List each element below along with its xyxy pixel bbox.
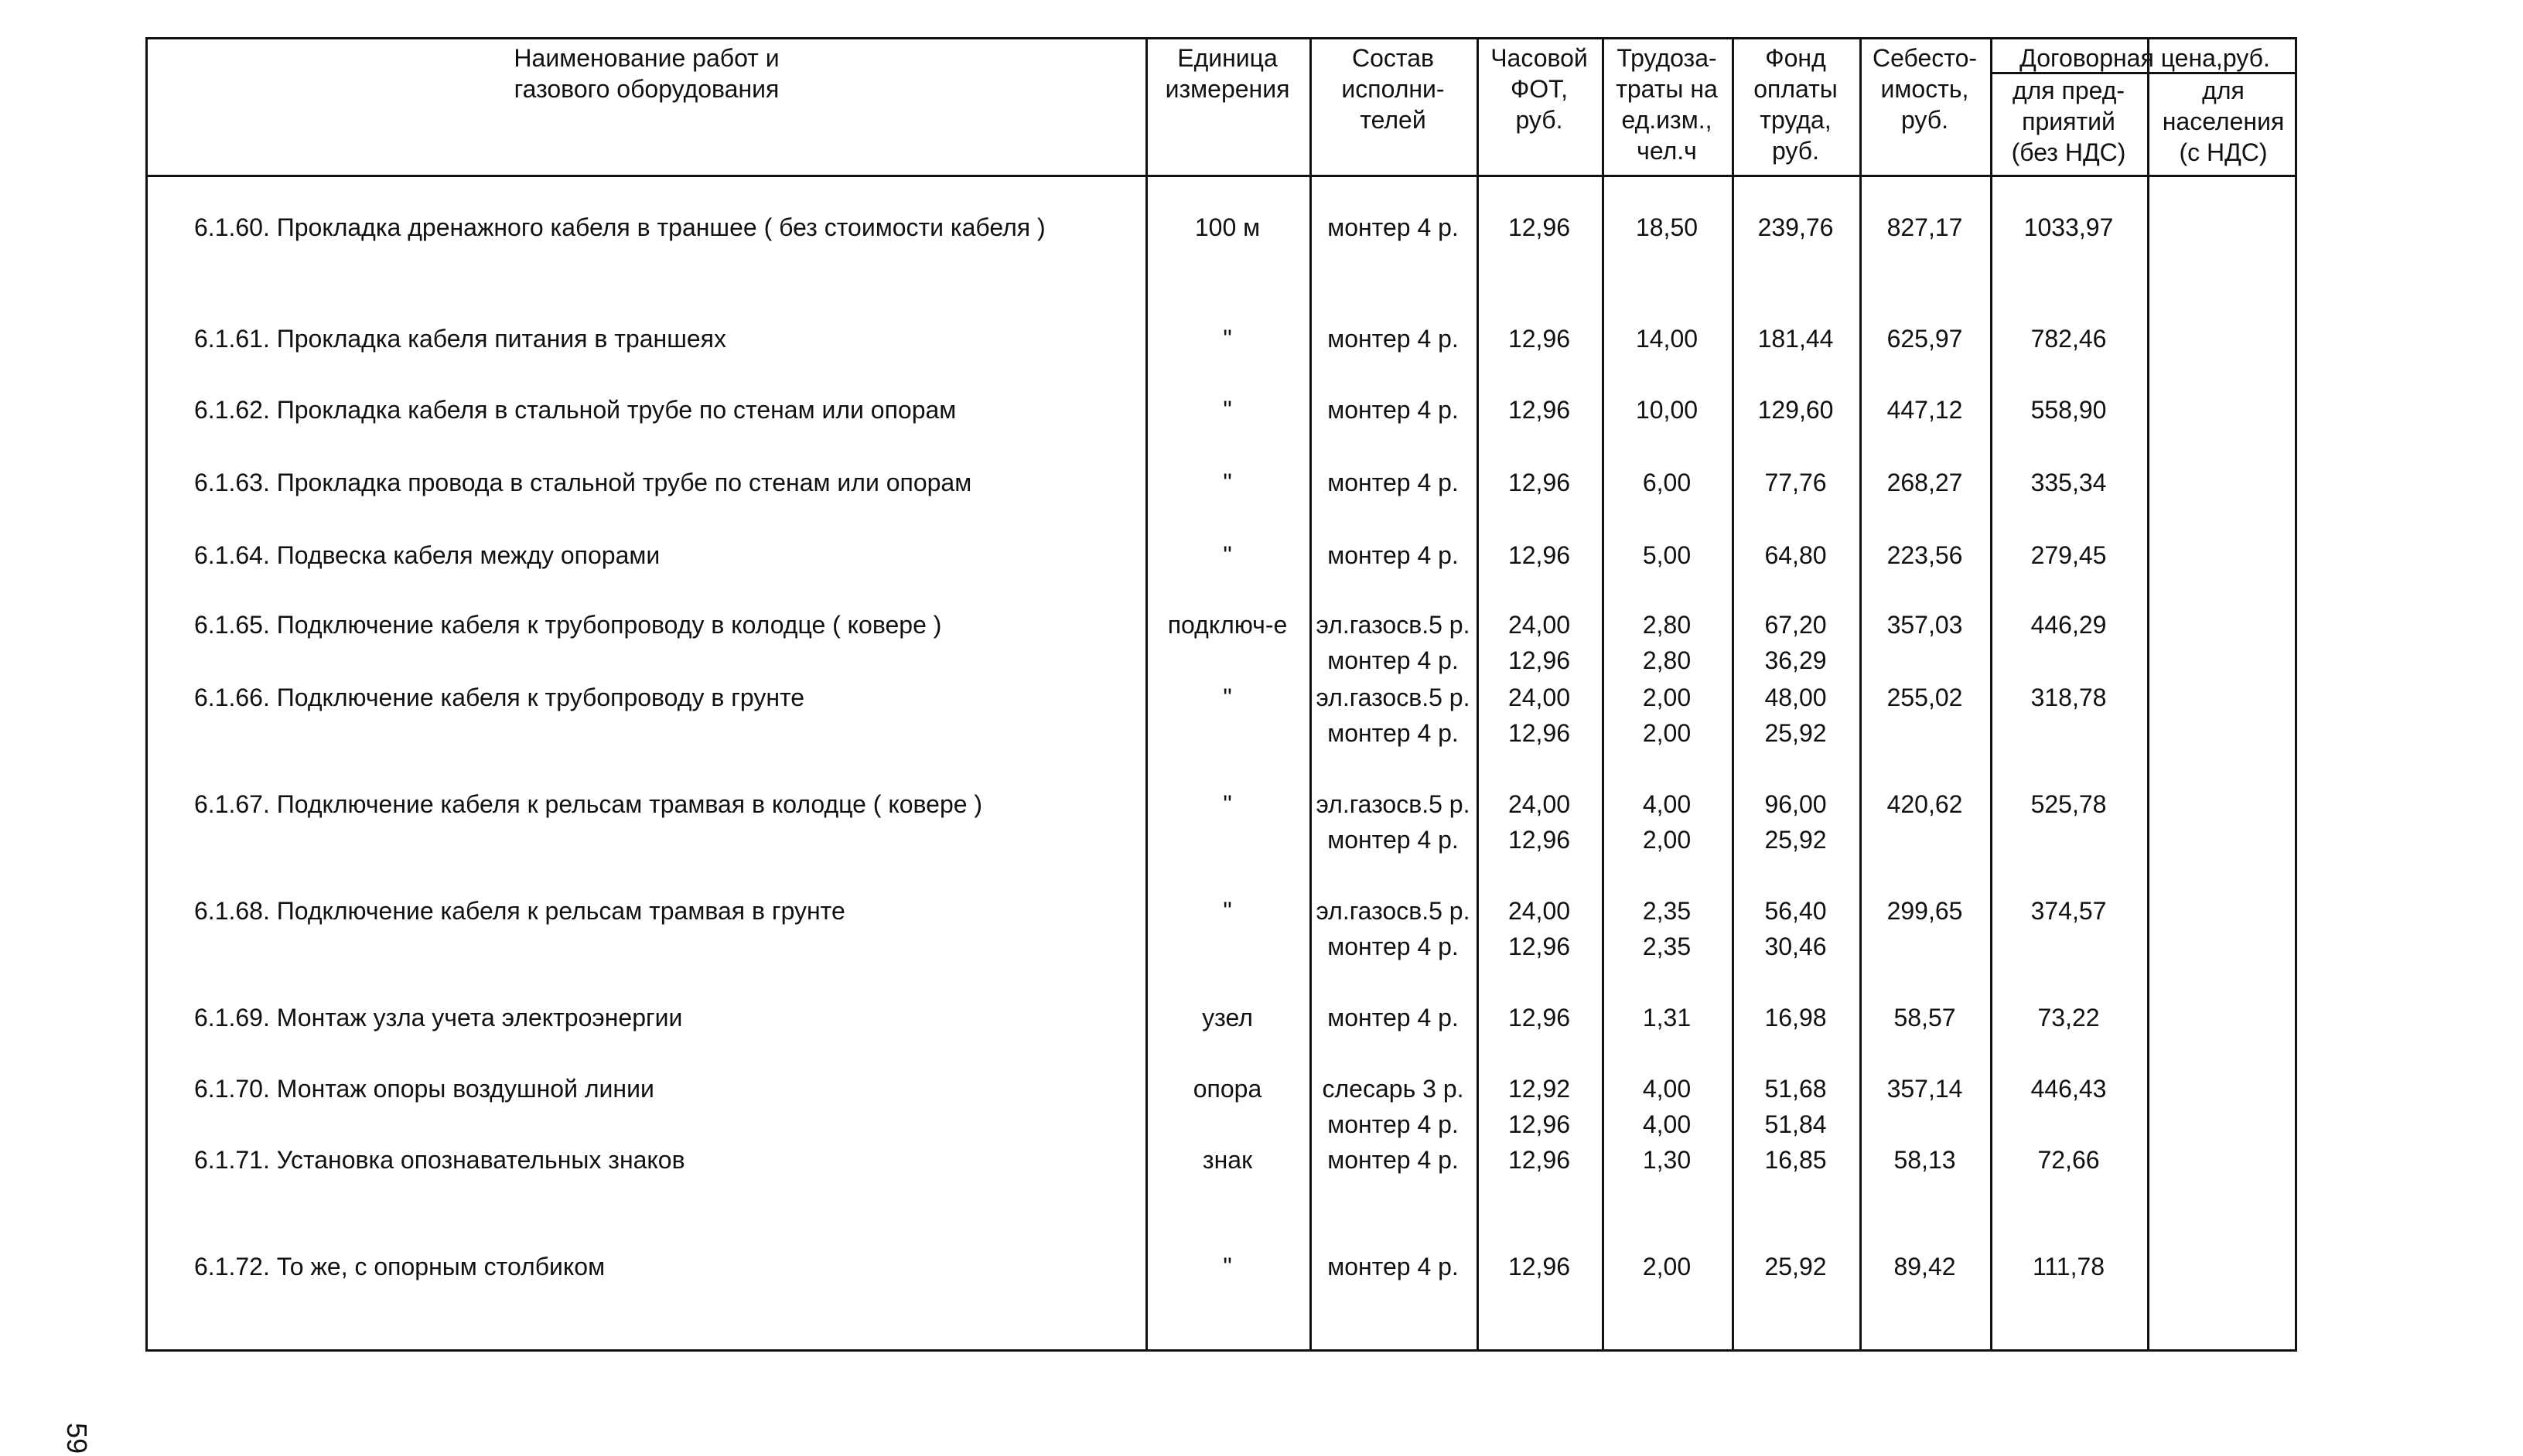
cell-enterprise: 111,78	[2032, 1253, 2105, 1280]
cell-staff	[1309, 680, 1477, 751]
cell-fund	[1732, 1071, 1859, 1142]
cell-line: 12,96	[1507, 1253, 1571, 1280]
cell-name: 6.1.63. Прокладка провода в стальной трубе по стенам или опорам	[194, 469, 972, 496]
cell-hourly	[1477, 537, 1602, 573]
cell-line: монтер 4 р.	[1327, 1253, 1459, 1280]
cell-name: 6.1.61. Прокладка кабеля питания в траншеях	[194, 325, 726, 353]
cell-cost: 223,56	[1886, 541, 1963, 569]
cell-line: 2,00	[1642, 826, 1692, 854]
header-staff: Состав исполни- телей	[1341, 44, 1445, 134]
cell-cost: 357,14	[1886, 1075, 1963, 1103]
cell-unit: "	[1223, 541, 1232, 569]
cell-fund	[1732, 680, 1859, 751]
cell-line: 12,96	[1507, 541, 1571, 569]
cell-line: 2,35	[1642, 897, 1692, 925]
cell-line: монтер 4 р.	[1327, 541, 1459, 569]
cell-staff	[1309, 537, 1477, 573]
cell-line: 30,46	[1764, 933, 1827, 960]
cell-fund	[1732, 537, 1859, 573]
cell-hourly	[1477, 1000, 1602, 1035]
cell-cost: 299,65	[1886, 897, 1963, 925]
cell-cost: 357,03	[1886, 611, 1963, 639]
header-enterprise: для пред- приятий (без НДС)	[2011, 77, 2126, 166]
cell-line: 2,00	[1642, 719, 1692, 747]
cell-line: монтер 4 р.	[1327, 933, 1459, 960]
header-divider	[148, 175, 2295, 177]
cell-staff	[1309, 321, 1477, 356]
cell-line: 4,00	[1642, 1110, 1692, 1138]
cell-cost: 625,97	[1886, 325, 1963, 353]
cell-labor	[1602, 210, 1732, 245]
cell-line: 14,00	[1635, 325, 1699, 353]
header-hourly: Часовой ФОТ, руб.	[1490, 44, 1588, 134]
cell-line: 181,44	[1757, 325, 1834, 353]
cell-name: 6.1.70. Монтаж опоры воздушной линии	[194, 1075, 654, 1103]
cell-line: 129,60	[1757, 396, 1834, 424]
cell-hourly	[1477, 1071, 1602, 1142]
cell-labor	[1602, 1071, 1732, 1142]
cell-labor	[1602, 465, 1732, 500]
cell-line: 2,80	[1642, 611, 1692, 639]
header-population: для населения (с НДС)	[2162, 77, 2285, 166]
cell-name: 6.1.64. Подвеска кабеля между опорами	[194, 541, 661, 569]
cell-line: 56,40	[1764, 897, 1827, 925]
cell-cost: 58,13	[1893, 1146, 1956, 1174]
cell-cost: 255,02	[1886, 684, 1963, 711]
cell-line: 12,96	[1507, 646, 1571, 674]
cell-line: 51,68	[1764, 1075, 1827, 1103]
cell-staff	[1309, 392, 1477, 428]
cell-line: 10,00	[1635, 396, 1699, 424]
cell-enterprise: 446,29	[2030, 611, 2107, 639]
cell-line: 24,00	[1507, 611, 1571, 639]
cell-hourly	[1477, 607, 1602, 678]
cell-staff	[1309, 1142, 1477, 1178]
cell-line: 18,50	[1635, 213, 1699, 241]
cell-hourly	[1477, 392, 1602, 428]
cell-enterprise: 279,45	[2030, 541, 2107, 569]
cell-unit: "	[1223, 1253, 1232, 1280]
cell-unit: "	[1223, 790, 1232, 818]
cell-line: 4,00	[1642, 1075, 1692, 1103]
cell-cost: 447,12	[1886, 396, 1963, 424]
cell-unit: "	[1223, 469, 1232, 496]
cell-staff	[1309, 465, 1477, 500]
cell-labor	[1602, 607, 1732, 678]
page-number: 59	[61, 1423, 93, 1454]
cell-line: монтер 4 р.	[1327, 396, 1459, 424]
cell-line: монтер 4 р.	[1327, 325, 1459, 353]
cell-labor	[1602, 392, 1732, 428]
cell-line: монтер 4 р.	[1327, 1004, 1459, 1031]
cell-labor	[1602, 893, 1732, 964]
cell-enterprise: 73,22	[2037, 1004, 2100, 1031]
cell-staff	[1309, 893, 1477, 964]
cell-staff	[1309, 607, 1477, 678]
cell-fund	[1732, 607, 1859, 678]
cell-labor	[1602, 321, 1732, 356]
cell-hourly	[1477, 786, 1602, 858]
cell-name: 6.1.67. Подключение кабеля к рельсам трамвая в колодце ( ковере )	[194, 790, 983, 818]
cell-unit: 100 м	[1194, 213, 1261, 241]
cell-line: эл.газосв.5 р.	[1316, 684, 1470, 711]
cell-name: 6.1.72. То же, с опорным столбиком	[194, 1253, 606, 1280]
header-name: Наименование работ и газового оборудования	[514, 44, 780, 103]
cell-enterprise: 374,57	[2030, 897, 2107, 925]
cell-line: 12,96	[1507, 213, 1571, 241]
col-divider	[2147, 39, 2149, 1349]
cell-fund	[1732, 392, 1859, 428]
header-unit: Единица измерения	[1165, 44, 1290, 103]
cell-enterprise: 1033,97	[2023, 213, 2114, 241]
cell-line: слесарь 3 р.	[1322, 1075, 1464, 1103]
cell-cost: 58,57	[1893, 1004, 1956, 1031]
cell-name: 6.1.62. Прокладка кабеля в стальной трубе по стенам или опорам	[194, 396, 957, 424]
cell-name: 6.1.68. Подключение кабеля к рельсам трамвая в грунте	[194, 897, 845, 925]
cell-unit: узел	[1202, 1004, 1253, 1031]
cell-labor	[1602, 786, 1732, 858]
cell-line: 48,00	[1764, 684, 1827, 711]
cell-line: монтер 4 р.	[1327, 826, 1459, 854]
cell-line: 12,96	[1507, 325, 1571, 353]
cell-staff	[1309, 210, 1477, 245]
cell-enterprise: 318,78	[2030, 684, 2107, 711]
cell-unit: "	[1223, 897, 1232, 925]
cell-hourly	[1477, 680, 1602, 751]
cell-hourly	[1477, 893, 1602, 964]
cell-line: 12,96	[1507, 1146, 1571, 1174]
cell-line: 16,85	[1764, 1146, 1827, 1174]
cell-fund	[1732, 465, 1859, 500]
cell-staff	[1309, 1071, 1477, 1142]
cell-fund	[1732, 1000, 1859, 1035]
cell-line: 12,92	[1507, 1075, 1571, 1103]
cell-staff	[1309, 1000, 1477, 1035]
cell-line: 1,30	[1642, 1146, 1692, 1174]
cell-line: 12,96	[1507, 826, 1571, 854]
cell-cost: 827,17	[1886, 213, 1963, 241]
cell-line: 12,96	[1507, 1110, 1571, 1138]
cell-cost: 420,62	[1886, 790, 1963, 818]
header-contract-price: Договорная цена,руб.	[2019, 44, 2270, 72]
cell-fund	[1732, 1142, 1859, 1178]
cell-line: 25,92	[1764, 826, 1827, 854]
header-wage-fund: Фонд оплаты труда, руб.	[1753, 44, 1838, 165]
cell-line: 2,00	[1642, 684, 1692, 711]
cell-line: 96,00	[1764, 790, 1827, 818]
cell-cost: 268,27	[1886, 469, 1963, 496]
cell-unit: подключ-е	[1167, 611, 1288, 639]
cell-labor	[1602, 1142, 1732, 1178]
cell-enterprise: 782,46	[2030, 325, 2107, 353]
cell-line: 25,92	[1764, 1253, 1827, 1280]
cell-line: 67,20	[1764, 611, 1827, 639]
cell-name: 6.1.60. Прокладка дренажного кабеля в траншее ( без стоимости кабеля )	[194, 213, 1046, 241]
cell-line: 2,80	[1642, 646, 1692, 674]
cell-labor	[1602, 1249, 1732, 1284]
cell-enterprise: 525,78	[2030, 790, 2107, 818]
cell-line: монтер 4 р.	[1327, 1146, 1459, 1174]
cell-line: 51,84	[1764, 1110, 1827, 1138]
cell-line: 12,96	[1507, 1004, 1571, 1031]
cell-staff	[1309, 786, 1477, 858]
cell-labor	[1602, 1000, 1732, 1035]
cell-line: монтер 4 р.	[1327, 213, 1459, 241]
cell-name: 6.1.71. Установка опознавательных знаков	[194, 1146, 685, 1174]
cell-name: 6.1.65. Подключение кабеля к трубопроводу в колодце ( ковере )	[194, 611, 942, 639]
cell-line: 12,96	[1507, 469, 1571, 496]
cell-staff	[1309, 1249, 1477, 1284]
cell-fund	[1732, 210, 1859, 245]
cell-line: монтер 4 р.	[1327, 719, 1459, 747]
cell-line: 2,00	[1642, 1253, 1692, 1280]
cell-unit: опора	[1193, 1075, 1262, 1103]
cell-enterprise: 335,34	[2030, 469, 2107, 496]
cell-line: 24,00	[1507, 790, 1571, 818]
cell-hourly	[1477, 465, 1602, 500]
cell-enterprise: 72,66	[2037, 1146, 2100, 1174]
cell-unit: "	[1223, 396, 1232, 424]
cell-unit: "	[1223, 684, 1232, 711]
cell-line: 239,76	[1757, 213, 1834, 241]
cell-line: 12,96	[1507, 719, 1571, 747]
cell-fund	[1732, 893, 1859, 964]
cell-fund	[1732, 786, 1859, 858]
cell-unit: знак	[1202, 1146, 1253, 1174]
cell-line: 12,96	[1507, 933, 1571, 960]
cell-line: 5,00	[1642, 541, 1692, 569]
cell-line: эл.газосв.5 р.	[1316, 790, 1470, 818]
cell-labor	[1602, 680, 1732, 751]
cell-fund	[1732, 1249, 1859, 1284]
cell-line: 24,00	[1507, 684, 1571, 711]
header-cost: Себесто- имость, руб.	[1872, 44, 1978, 134]
cell-hourly	[1477, 210, 1602, 245]
cell-line: 2,35	[1642, 933, 1692, 960]
price-table	[145, 37, 2297, 1352]
cell-unit: "	[1223, 325, 1232, 353]
cell-line: 16,98	[1764, 1004, 1827, 1031]
cell-line: эл.газосв.5 р.	[1316, 897, 1470, 925]
cell-name: 6.1.69. Монтаж узла учета электроэнергии	[194, 1004, 683, 1031]
cell-enterprise: 446,43	[2030, 1075, 2107, 1103]
header-labor: Трудоза- траты на ед.изм., чел.ч	[1616, 44, 1718, 165]
cell-line: монтер 4 р.	[1327, 646, 1459, 674]
cell-hourly	[1477, 1249, 1602, 1284]
cell-enterprise: 558,90	[2030, 396, 2107, 424]
cell-line: 77,76	[1764, 469, 1827, 496]
cell-line: 25,92	[1764, 719, 1827, 747]
cell-line: 64,80	[1764, 541, 1827, 569]
cell-cost: 89,42	[1893, 1253, 1956, 1280]
cell-line: монтер 4 р.	[1327, 469, 1459, 496]
cell-line: монтер 4 р.	[1327, 1110, 1459, 1138]
cell-labor	[1602, 537, 1732, 573]
cell-line: 36,29	[1764, 646, 1827, 674]
cell-line: 1,31	[1642, 1004, 1692, 1031]
cell-line: 4,00	[1642, 790, 1692, 818]
cell-line: 12,96	[1507, 396, 1571, 424]
cell-line: эл.газосв.5 р.	[1316, 611, 1470, 639]
cell-line: 24,00	[1507, 897, 1571, 925]
cell-name: 6.1.66. Подключение кабеля к трубопроводу в грунте	[194, 684, 805, 711]
cell-hourly	[1477, 321, 1602, 356]
cell-fund	[1732, 321, 1859, 356]
cell-hourly	[1477, 1142, 1602, 1178]
cell-line: 6,00	[1642, 469, 1692, 496]
